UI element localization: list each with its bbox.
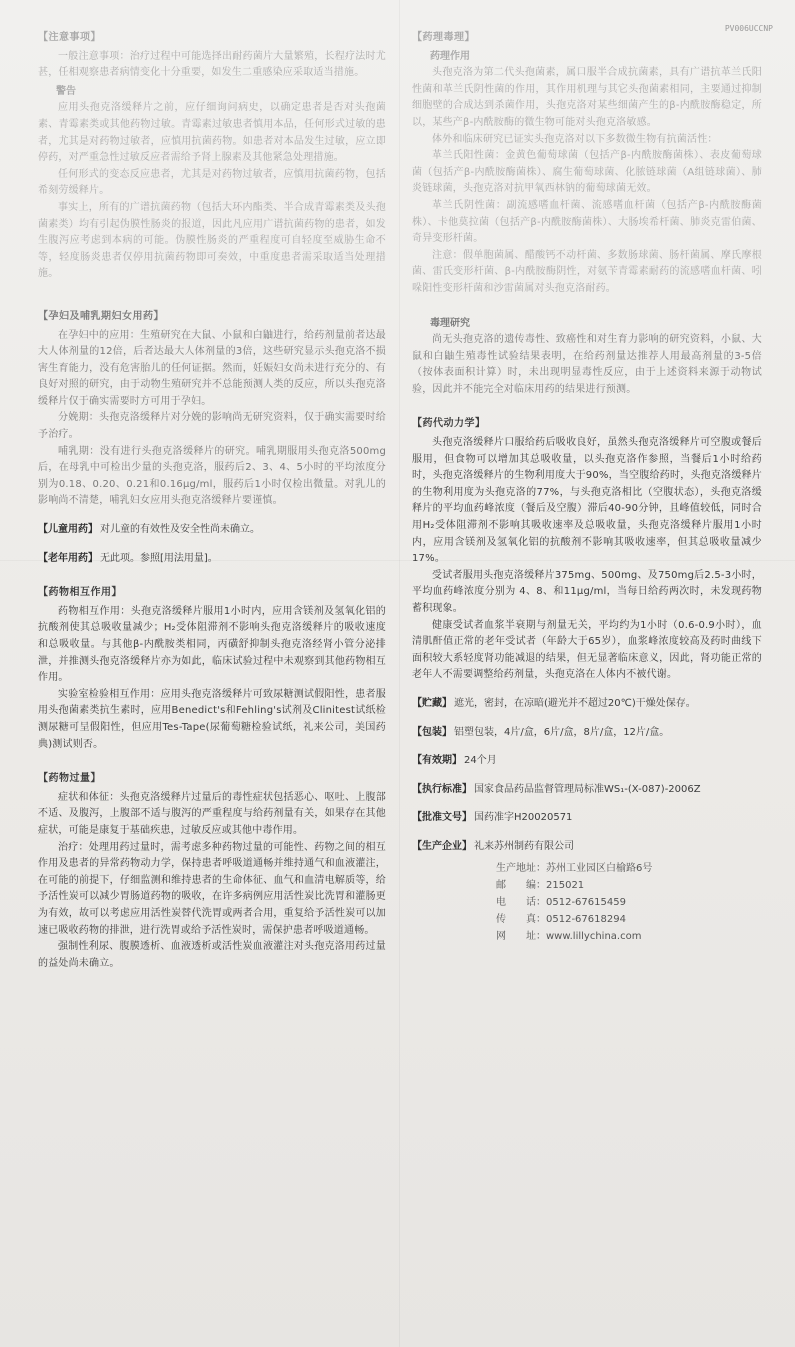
- elderly-text: 无此项。参照[用法用量]。: [100, 552, 218, 564]
- validity-section: [412, 753, 762, 770]
- manufacturer-label: 【生产企业】: [412, 840, 472, 852]
- interactions-paragraph-1: 药物相互作用：头孢克洛缓释片服用1小时内，应用含镁剂及氢氧化铝的抗酸剂使其总吸收量减少；H₂受体阻滞剂不影响头孢克洛缓释片的吸收速度和总吸收量。与其他β-内酰胺类相同，丙磺舒抑制头孢克洛经肾小管分泌排泄，并推测头孢克洛缓释片亦为如此，临床试验过程中未观察到其他药物相互作用。: [38, 605, 386, 684]
- pharmacology-paragraph-3: 革兰氏阳性菌：金黄色葡萄球菌（包括产β-内酰胺酶菌株）、表皮葡萄球菌（包括产β-内酰胺酶菌株）、腐生葡萄球菌、化脓链球菌（A组链球菌）、肺炎链球菌，头孢克洛对抗甲氧西林钠的葡萄球菌无效。: [412, 150, 762, 195]
- validity-label: 【有效期】: [412, 755, 462, 767]
- children-label: 【儿童用药】: [38, 524, 98, 536]
- overdose-paragraph-1: 症状和体征：头孢克洛缓释片过量后的毒性症状包括恶心、呕吐、上腹部不适、及腹泻，上腹部不适与腹泻的严重程度与给药剂量有关，如果存在其他症状，可能是康复于基础疾患，过敏反应或其他中毒作用。: [38, 791, 386, 836]
- section-title-pharmacokinetics: 【药代动力学】: [412, 418, 486, 430]
- pregnancy-paragraph-2: 分娩期：头孢克洛缓释片对分娩的影响尚无研究资料，仅于确实需要时给予治疗。: [38, 412, 386, 441]
- warning-paragraph-2: 任何形式的变态反应患者，尤其是对药物过敏者，应慎用抗菌药物，包括希刻劳缓释片。: [38, 168, 386, 197]
- manufacturer-text: 礼来苏州制药有限公司: [474, 840, 574, 852]
- validity-text: 24个月: [464, 755, 497, 767]
- pharmacology-paragraph-5: 注意：假单胞菌属、醋酸钙不动杆菌、多数肠球菌、肠杆菌属、摩氏摩根菌、雷氏变形杆菌、β-内酰胺酶阴性，对氨苄青霉素耐药的流感嗜血杆菌、吲哚阳性变形杆菌和沙雷菌属对头孢克洛耐药。: [412, 249, 762, 294]
- section-title-notes: 【注意事项】: [38, 32, 101, 43]
- pharmacokinetics-paragraph-3: 健康受试者血浆半衰期与剂量无关，平均约为1小时（0.6-0.9小时），血清肌酐值正常的老年受试者（年龄大于65岁），血浆峰浓度较高及药时曲线下面积较大系轻度肾功能减退的结果，但无显著临床意义，因此，肾功能正常的老年人不需要调整给药剂量，头孢克洛在人体内不被代谢。: [412, 619, 762, 681]
- fold-line-vertical: [399, 0, 400, 1347]
- document-code: PV006UCCNP: [724, 24, 773, 33]
- elderly-section: [38, 551, 386, 568]
- right-column: [412, 30, 762, 945]
- warning-paragraph-3: 事实上，所有的广谱抗菌药物（包括大环内酯类、半合成青霉素类及头孢菌素类）均有引起伪膜性肠炎的报道，因此凡应用广谱抗菌药物的患者，如发生腹泻应考虑到本病的可能。伪膜性肠炎的严重程度可自轻度至威胁生命不等，轻度肠炎患者仅停用抗菌药物即可奏效，中重度患者需采取适当处理措施。: [38, 201, 386, 280]
- children-text: 对儿童的有效性及安全性尚未确立。: [100, 524, 260, 536]
- standard-label: 【执行标准】: [412, 783, 472, 795]
- toxicology-paragraph: 尚无头孢克洛的遗传毒性、致癌性和对生育力影响的研究资料，小鼠、大鼠和白鼬生殖毒性试验结果表明，在给药剂量达推荐人用最高剂量的3-5倍（按体表面积计算）时，未出现明显毒性反应，由于上述资料来源于动物试验，因此并不能完全对临床用药的结果进行预测。: [412, 334, 762, 395]
- postcode-line: 邮 编：215021: [496, 879, 585, 891]
- approval-label: 【批准文号】: [412, 812, 472, 824]
- section-title-interactions: 【药物相互作用】: [38, 587, 122, 599]
- address-line: 生产地址：苏州工业园区白榆路6号: [496, 862, 653, 874]
- package-section: [412, 725, 762, 742]
- manufacturer-contact: [412, 860, 762, 945]
- section-title-pregnancy: 【孕妇及哺乳期妇女用药】: [38, 310, 164, 322]
- fax-line: 传 真：0512-67618294: [496, 913, 626, 925]
- notes-paragraph: 一般注意事项：治疗过程中可能选择出耐药菌片大量繁殖，长程疗法时尤甚，任相观察患者病情变化十分重要，如发生二重感染应采取适当措施。: [38, 50, 386, 79]
- package-label: 【包装】: [412, 726, 452, 738]
- storage-text: 遮光，密封，在凉暗(避光并不超过20℃)干燥处保存。: [454, 697, 696, 709]
- approval-text: 国药准字H20020571: [474, 812, 573, 824]
- overdose-paragraph-2: 治疗：处理用药过量时，需考虑多种药物过量的可能性、药物之间的相互作用及患者的异常药物动力学，保持患者呼吸道通畅并维持通气和血液灌注，在可能的前提下，仔细监测和维持患者的生命体征、血气和血清电解质等，给予活性炭可以减少胃肠道药物的吸收，在许多病例应用活性炭比洗胃和灌肠更为有效，故可以考虑应用活性炭替代洗胃或两者合用，重复给予活性炭可以加速已吸收药物的排泄，进行洗胃或给予活性炭时，需保护患者呼吸道通畅。: [38, 841, 386, 936]
- package-text: 铝塑包装，4片/盒，6片/盒，8片/盒，12片/盒。: [454, 726, 670, 738]
- interactions-paragraph-2: 实验室检验相互作用：应用头孢克洛缓释片可致尿糖测试假阳性，患者服用头孢菌素类抗生素时，应用Benedict's和Fehling's试剂及Clinitest试纸检测尿糖可呈假阳性，但应用Tes-Tape(尿葡萄糖检验试纸，礼来公司，美国药典)测试则否。: [38, 688, 386, 750]
- pregnancy-paragraph-1: 在孕妇中的应用：生殖研究在大鼠、小鼠和白鼬进行，给药剂量前者达最大人体剂量的12倍，后者达最大人体剂量的3倍，这些研究显示头孢克洛不损害生育能力，没有危害胎儿的任何证据。然而，妊娠妇女尚未进行充分的、有良好对照的研究，由于动物生殖研究并不总能预测人类的反应，所以头孢克洛缓释片仅于确实需要时方可用于孕妇。: [38, 329, 386, 407]
- warning-paragraph-1: 应用头孢克洛缓释片之前，应仔细询问病史，以确定患者是否对头孢菌素、青霉素类或其他药物过敏。青霉素过敏患者慎用本品，任何形式过敏的患者，尤其是对药物过敏者，应慎用抗菌药物。如患者对本品发生过敏，应立即停药，对严重急性过敏反应者需给予肾上腺素及其他紧急处理措施。: [38, 102, 386, 164]
- warning-heading: 警告: [56, 85, 76, 97]
- storage-section: [412, 696, 762, 713]
- pharmacology-heading: 药理作用: [430, 50, 470, 62]
- section-title-overdose: 【药物过量】: [38, 773, 101, 785]
- pharmacology-paragraph-2: 体外和临床研究已证实头孢克洛对以下多数微生物有抗菌活性：: [432, 133, 718, 145]
- overdose-paragraph-3: 强制性利尿、腹膜透析、血液透析或活性炭血液灌注对头孢克洛用药过量的益处尚未确立。: [38, 941, 386, 969]
- pregnancy-paragraph-3: 哺乳期：没有进行头孢克洛缓释片的研究。哺乳期服用头孢克洛500mg后，在母乳中可检出少量的头孢克洛，服药后2、3、4、5小时的平均浓度分别为0.18、0.20、0.21和0.16μg/ml，服药后1小时仅检出微量。对乳儿的影响尚不清楚，哺乳妇女应用头孢克洛缓释片要谨慎。: [38, 445, 386, 507]
- left-column: [38, 30, 386, 972]
- approval-section: [412, 810, 762, 827]
- pharmacology-paragraph-1: 头孢克洛为第二代头孢菌素，属口服半合成抗菌素，具有广谱抗革兰氏阳性菌和革兰氏阴性菌的作用，其作用机理与其它头孢菌素相同，主要通过抑制细胞壁的合成达到杀菌作用，头孢克洛对某些细菌产生的β-内酰胺酶稳定，所以，某些产β-内酰胺酶的微生物可能对头孢克洛敏感。: [412, 67, 762, 128]
- pharmacokinetics-paragraph-2: 受试者服用头孢克洛缓释片375mg、500mg、及750mg后2.5-3小时，平均血药峰浓度分别为 4、8、和11μg/ml，当每日给药两次时，未发现药物蓄积现象。: [412, 569, 762, 614]
- website-line: 网 址：www.lillychina.com: [496, 930, 642, 942]
- standard-text: 国家食品药品监督管理局标准WS₁-(X-087)-2006Z: [474, 783, 701, 795]
- elderly-label: 【老年用药】: [38, 552, 98, 564]
- pharmacokinetics-paragraph-1: 头孢克洛缓释片口服给药后吸收良好，虽然头孢克洛缓释片可空腹或餐后服用，但食物可以增加其总吸收量，以头孢克洛作参照，当餐后1小时给药时，头孢克洛缓释片的生物利用度大于90%，当空腹给药时，头孢克洛缓释片的生物利用度为头孢克洛的77%，与头孢克洛相比（空腹状态），头孢克洛缓释片的平均血药峰浓度（餐后及空腹）滞后40-90分钟，且峰值较低，同时合用H₂受体阻滞剂不影响其吸收速率及总吸收量，头孢克洛缓释片服用1小时内，应用含镁剂及氢氧化铝的抗酸剂不影响其吸收速率，但其总吸收量减少17%。: [412, 437, 762, 565]
- standard-section: [412, 782, 762, 799]
- phone-line: 电 话：0512-67615459: [496, 896, 626, 908]
- manufacturer-section: [412, 839, 762, 856]
- storage-label: 【贮藏】: [412, 697, 452, 709]
- children-section: [38, 522, 386, 539]
- toxicology-heading: 毒理研究: [430, 317, 470, 329]
- section-title-pharmacology: 【药理毒理】: [412, 32, 475, 43]
- pharmacology-paragraph-4: 革兰氏阴性菌：副流感嗜血杆菌、流感嗜血杆菌（包括产β-内酰胺酶菌株）、卡他莫拉菌（包括产β-内酰胺酶菌株）、大肠埃希杆菌、肺炎克雷伯菌、奇异变形杆菌。: [412, 199, 762, 245]
